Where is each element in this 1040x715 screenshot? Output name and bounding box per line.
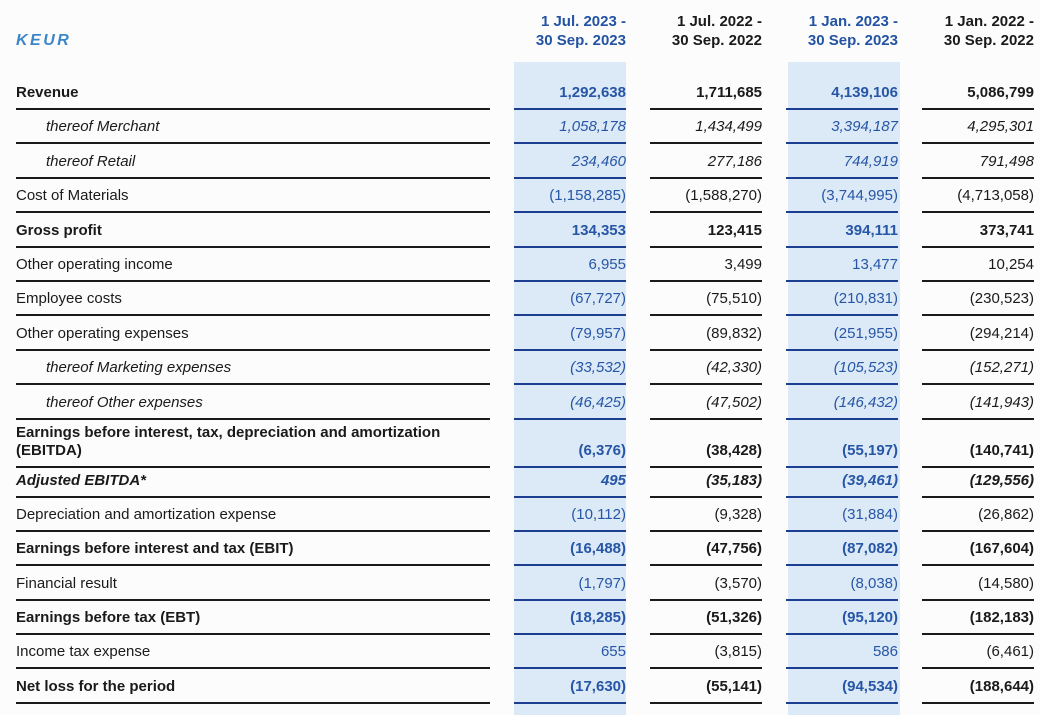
table-row: [0, 351, 1040, 385]
value-cell: (75,510): [650, 282, 762, 316]
value-cell: 234,460: [514, 144, 626, 178]
value-cell: (38,428): [650, 420, 762, 468]
table-body: [0, 62, 1040, 704]
value-cell: (167,604): [922, 532, 1034, 566]
value-cell: 1,434,499: [650, 110, 762, 144]
value-cell: (94,534): [786, 669, 898, 703]
value-cell: (35,183): [650, 468, 762, 498]
row-label: Earnings before interest and tax (EBIT): [16, 532, 490, 566]
value-cell: (6,461): [922, 635, 1034, 669]
value-cell: 4,139,106: [786, 62, 898, 110]
value-cell: 134,353: [514, 213, 626, 247]
value-cell: (89,832): [650, 316, 762, 350]
value-cell: (251,955): [786, 316, 898, 350]
value-cell: (67,727): [514, 282, 626, 316]
unit-label: KEUR: [16, 32, 72, 49]
value-cell: (146,432): [786, 385, 898, 419]
value-cell: (10,112): [514, 498, 626, 532]
table-row: [0, 498, 1040, 532]
value-cell: 1,058,178: [514, 110, 626, 144]
value-cell: (79,957): [514, 316, 626, 350]
column-header-line2: 30 Sep. 2023: [535, 32, 626, 49]
row-label: Earnings before tax (EBT): [16, 601, 490, 635]
table-row: [0, 420, 1040, 468]
value-cell: 655: [514, 635, 626, 669]
table-row: [0, 110, 1040, 144]
table-row: [0, 248, 1040, 282]
value-cell: 123,415: [650, 213, 762, 247]
value-cell: (18,285): [514, 601, 626, 635]
value-cell: (1,588,270): [650, 179, 762, 213]
table-row: [0, 316, 1040, 350]
row-label: Revenue: [16, 62, 490, 110]
table-row: [0, 601, 1040, 635]
value-cell: (51,326): [650, 601, 762, 635]
table-row: [0, 468, 1040, 498]
value-cell: (230,523): [922, 282, 1034, 316]
row-label: Other operating income: [16, 248, 490, 282]
row-label: Depreciation and amortization expense: [16, 498, 490, 532]
row-label: Adjusted EBITDA*: [16, 468, 490, 498]
value-cell: (3,744,995): [786, 179, 898, 213]
row-label: thereof Other expenses: [16, 385, 490, 419]
value-cell: (87,082): [786, 532, 898, 566]
row-label: thereof Marketing expenses: [16, 351, 490, 385]
table-row: [0, 635, 1040, 669]
value-cell: (129,556): [922, 468, 1034, 498]
value-cell: (95,120): [786, 601, 898, 635]
value-cell: 277,186: [650, 144, 762, 178]
value-cell: (17,630): [514, 669, 626, 703]
value-cell: (6,376): [514, 420, 626, 468]
value-cell: (4,713,058): [922, 179, 1034, 213]
column-header-line1: 1 Jan. 2022 -: [944, 13, 1034, 30]
value-cell: (105,523): [786, 351, 898, 385]
value-cell: (3,570): [650, 566, 762, 600]
value-cell: (1,797): [514, 566, 626, 600]
value-cell: 4,295,301: [922, 110, 1034, 144]
value-cell: 6,955: [514, 248, 626, 282]
value-cell: 394,111: [786, 213, 898, 247]
column-header: [650, 12, 762, 50]
row-label: thereof Retail: [16, 144, 490, 178]
table-row: [0, 566, 1040, 600]
column-header-line2: 30 Sep. 2022: [943, 32, 1034, 49]
value-cell: (3,815): [650, 635, 762, 669]
value-cell: (141,943): [922, 385, 1034, 419]
value-cell: (188,644): [922, 669, 1034, 703]
table-row: [0, 62, 1040, 110]
column-header-line2: 30 Sep. 2023: [807, 32, 898, 49]
value-cell: 373,741: [922, 213, 1034, 247]
value-cell: (8,038): [786, 566, 898, 600]
row-label: Financial result: [16, 566, 490, 600]
value-cell: (33,532): [514, 351, 626, 385]
value-cell: (39,461): [786, 468, 898, 498]
row-label: Gross profit: [16, 213, 490, 247]
row-label: Net loss for the period: [16, 669, 490, 703]
value-cell: 1,292,638: [514, 62, 626, 110]
column-header: [922, 12, 1034, 50]
table-row: [0, 385, 1040, 419]
column-header: [786, 12, 898, 50]
value-cell: (26,862): [922, 498, 1034, 532]
table-row: [0, 144, 1040, 178]
table-row: [0, 282, 1040, 316]
value-cell: 586: [786, 635, 898, 669]
table-row: [0, 669, 1040, 703]
value-cell: (47,756): [650, 532, 762, 566]
value-cell: 5,086,799: [922, 62, 1034, 110]
value-cell: (55,141): [650, 669, 762, 703]
value-cell: (210,831): [786, 282, 898, 316]
value-cell: (14,580): [922, 566, 1034, 600]
row-label: Income tax expense: [16, 635, 490, 669]
value-cell: 744,919: [786, 144, 898, 178]
row-label: Cost of Materials: [16, 179, 490, 213]
row-label: Employee costs: [16, 282, 490, 316]
row-label: Earnings before interest, tax, depreciation and amortization (EBITDA): [16, 420, 490, 468]
column-header-line1: 1 Jan. 2023 -: [808, 13, 898, 30]
value-cell: (47,502): [650, 385, 762, 419]
column-header-line2: 30 Sep. 2022: [671, 32, 762, 49]
value-cell: (1,158,285): [514, 179, 626, 213]
value-cell: 1,711,685: [650, 62, 762, 110]
value-cell: (31,884): [786, 498, 898, 532]
value-cell: 13,477: [786, 248, 898, 282]
value-cell: (294,214): [922, 316, 1034, 350]
column-header-line1: 1 Jul. 2023 -: [540, 13, 626, 30]
row-label: thereof Merchant: [16, 110, 490, 144]
value-cell: (46,425): [514, 385, 626, 419]
value-cell: 3,394,187: [786, 110, 898, 144]
value-cell: (140,741): [922, 420, 1034, 468]
value-cell: 3,499: [650, 248, 762, 282]
value-cell: (55,197): [786, 420, 898, 468]
column-header-line1: 1 Jul. 2022 -: [676, 13, 762, 30]
row-label: Other operating expenses: [16, 316, 490, 350]
table-row: [0, 532, 1040, 566]
value-cell: 791,498: [922, 144, 1034, 178]
value-cell: (182,183): [922, 601, 1034, 635]
value-cell: (42,330): [650, 351, 762, 385]
table-row: [0, 179, 1040, 213]
value-cell: (16,488): [514, 532, 626, 566]
column-header: [514, 12, 626, 50]
value-cell: (9,328): [650, 498, 762, 532]
header-row: [0, 0, 1040, 62]
value-cell: 495: [514, 468, 626, 498]
table-row: [0, 213, 1040, 247]
value-cell: 10,254: [922, 248, 1034, 282]
value-cell: (152,271): [922, 351, 1034, 385]
